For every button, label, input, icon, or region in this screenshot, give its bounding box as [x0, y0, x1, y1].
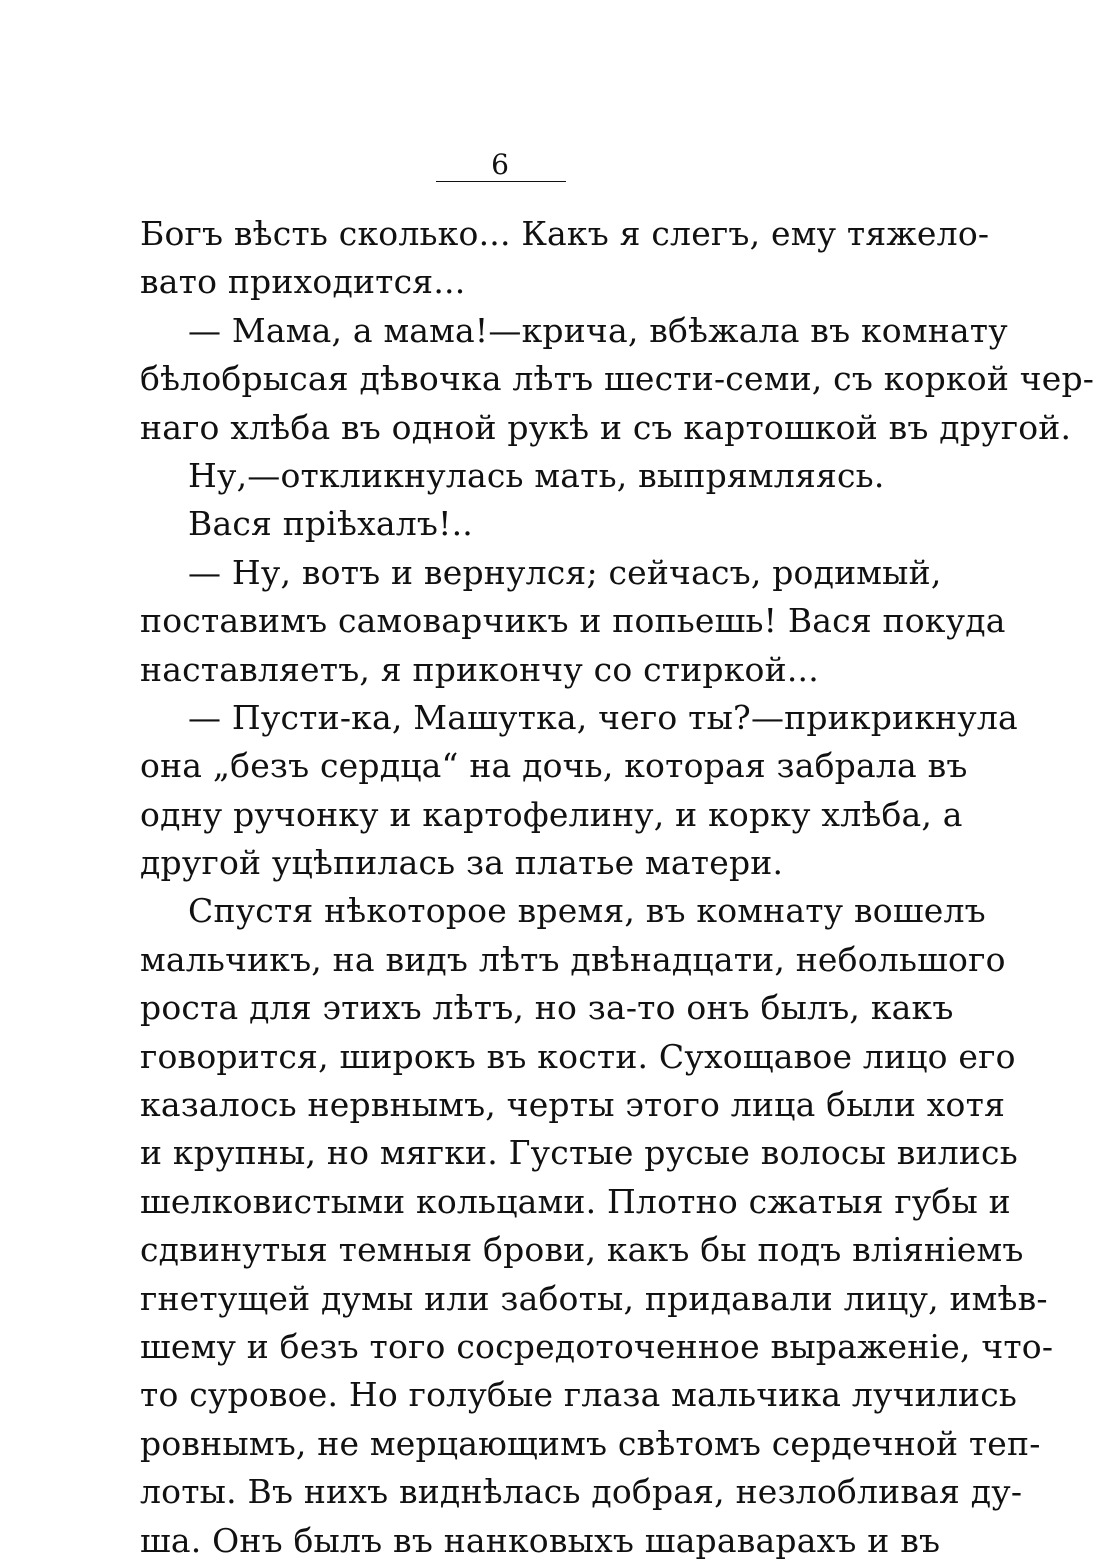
text-line: сдвинутыя темныя брови, какъ бы подъ влiянiемъ	[140, 1230, 1024, 1270]
text-line: поставимъ самоварчикъ и попьешь! Вася покуда	[140, 601, 1006, 641]
text-line: мальчикъ, на видъ лѣтъ двѣнадцати, небольшого	[140, 939, 1006, 979]
text-line: Богъ вѣсть сколько... Какъ я слегъ, ему тяжело-	[140, 214, 990, 253]
text-line: — Ну, вотъ и вернулся; сейчасъ, родимый,	[188, 552, 942, 592]
text-line: говорится, широкъ въ кости. Сухощавое лицо его	[140, 1036, 1016, 1076]
header-rule	[436, 181, 566, 182]
text-line: — Мама, а мама!—крича, вбѣжала въ комнату	[188, 310, 1008, 350]
text-line: другой уцѣпилась за платье матери.	[140, 843, 784, 883]
text-line: бѣлобрысая дѣвочка лѣтъ шести-семи, съ коркой чер-	[140, 359, 1094, 399]
text-line: наго хлѣба въ одной рукѣ и съ картошкой въ другой.	[140, 407, 1072, 447]
text-line: шелковистыми кольцами. Плотно сжатыя губы и	[140, 1181, 1011, 1221]
text-line: Спустя нѣкоторое время, въ комнату вошелъ	[188, 891, 986, 931]
text-line: казалось нервнымъ, черты этого лица были хотя	[140, 1085, 1006, 1125]
text-line: гнетущей думы или заботы, придавали лицу, имѣв-	[140, 1278, 1048, 1318]
text-line: шему и безъ того сосредоточенное выраженiе, что-	[140, 1326, 1054, 1366]
text-line: — Пусти-ка, Машутка, чего ты?—прикрикнула	[188, 697, 1018, 737]
body-text	[140, 210, 1094, 1565]
text-line: то суровое. Но голубые глаза мальчика лучились	[140, 1375, 1018, 1415]
text-line: ша. Онъ былъ въ нанковыхъ шараварахъ и въ	[140, 1520, 941, 1560]
text-line: вато приходится...	[140, 262, 466, 302]
text-line: ровнымъ, не мерцающимъ свѣтомъ сердечной теп-	[140, 1423, 1041, 1463]
text-line: одну ручонку и картофелину, и корку хлѣба, а	[140, 794, 963, 834]
text-line: наставляетъ, я прикончу со стиркой...	[140, 649, 819, 689]
text-line: и крупны, но мягки. Густые русые волосы вились	[140, 1133, 1018, 1173]
text-line: Ну,—откликнулась мать, выпрямляясь.	[188, 455, 885, 495]
text-line: она „безъ сердца“ на дочь, которая забрала въ	[140, 746, 968, 786]
text-line: лоты. Въ нихъ виднѣлась добрая, незлобливая ду-	[140, 1472, 1023, 1512]
text-line: роста для этихъ лѣтъ, но за-то онъ былъ, какъ	[140, 988, 954, 1028]
text-line: Вася прiѣхалъ!..	[188, 504, 473, 544]
page-number: 6	[491, 148, 509, 181]
